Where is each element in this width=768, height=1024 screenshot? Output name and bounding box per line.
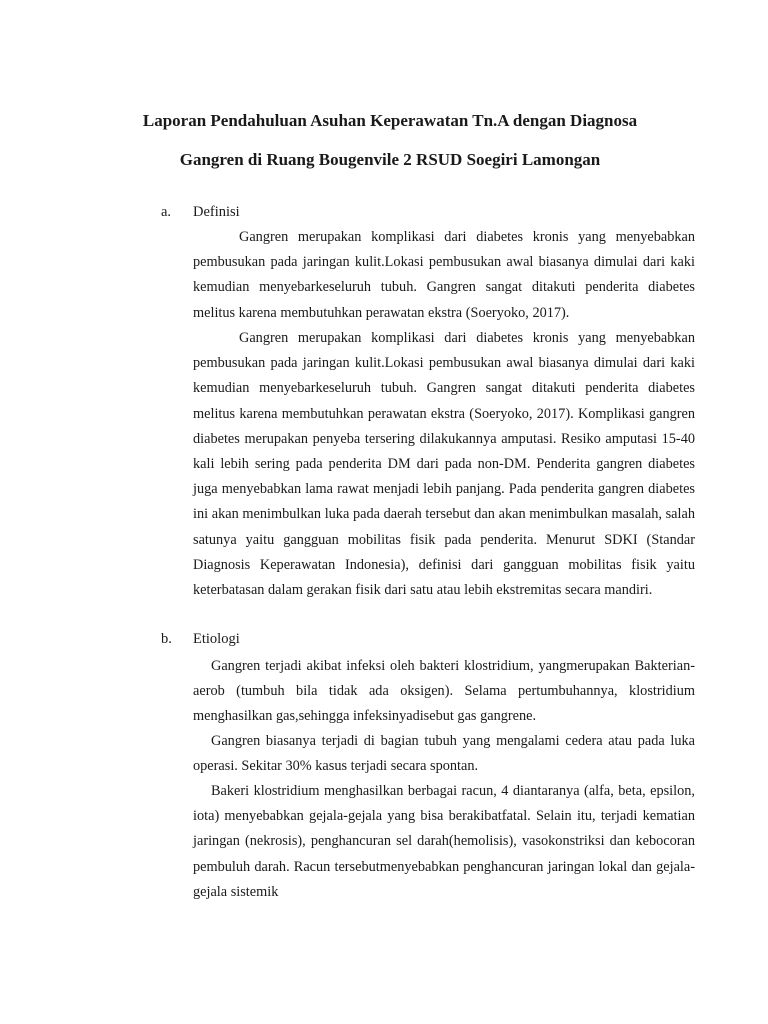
section-marker-b: b.: [161, 631, 172, 647]
etiologi-paragraph-2: Gangren biasanya terjadi di bagian tubuh yang mengalami cedera atau pada luka operasi. Sekitar 30% kasus terjadi secara spontan.: [193, 733, 695, 775]
document-title-line-2: Gangren di Ruang Bougenvile 2 RSUD Soegiri Lamongan: [179, 150, 601, 169]
definisi-paragraph-1: Gangren merupakan komplikasi dari diabetes kronis yang menyebabkan pembusukan pada jaringan kulit.Lokasi pembusukan awal biasanya dimulai dari kaki kemudian menyebarkeseluruh tubuh. Gangren sangat ditakuti penderita diabetes melitus karena membutuhkan perawatan ekstra (Soeryoko, 2017).: [193, 229, 695, 321]
section-heading-definisi: Definisi: [193, 204, 240, 220]
document-title-line-1: Laporan Pendahuluan Asuhan Keperawatan Tn.A dengan Diagnosa: [142, 111, 638, 130]
definisi-paragraph-2: Gangren merupakan komplikasi dari diabetes kronis yang menyebabkan pembusukan pada jaringan kulit.Lokasi pembusukan awal biasanya dimulai dari kaki kemudian menyebarkeseluruh tubuh. Gangren sangat ditakuti penderita diabetes melitus karena membutuhkan perawatan ekstra (Soeryoko, 2017). Komplikasi gangren diabetes merupakan penyeba tersering dilakukannya amputasi. Resiko amputasi 15-40 kali lebih sering pada penderita DM dari pada non-DM. Penderita gangren diabetes juga menyebabkan lama rawat menjadi lebih panjang. Pada penderita gangren diabetes ini akan menimbulkan luka pada daerah tersebut dan akan menimbulkan masalah, salah satunya yaitu gangguan mobilitas fisik pada penderita. Menurut SDKI (Standar Diagnosis Keperawatan Indonesia), definisi dari gangguan mobilitas fisik yaitu keterbatasan dalam gerakan fisik dari satu atau lebih ekstremitas secara mandiri.: [193, 330, 695, 599]
section-heading-etiologi: Etiologi: [193, 631, 240, 647]
etiologi-paragraph-3: Bakeri klostridium menghasilkan berbagai racun, 4 diantaranya (alfa, beta, epsilon, iota) menyebabkan gejala-gejala yang bisa berakibatfatal. Selain itu, terjadi kematian jaringan (nekrosis), penghancuran sel darah(hemolisis), vasokonstriksi dan kebocoran pembuluh darah. Racun tersebutmenyebabkan penghancuran jaringan lokal dan gejala-gejala sistemik: [193, 783, 695, 900]
section-marker-a: a.: [161, 204, 172, 220]
etiologi-paragraph-1: Gangren terjadi akibat infeksi oleh bakteri klostridium, yangmerupakan Bakterian- aerob (tumbuh bila tidak ada oksigen). Selama pertumbuhannya, klostridium menghasilkan gas,sehingga infeksinyadisebut gas gangrene.: [193, 658, 695, 725]
